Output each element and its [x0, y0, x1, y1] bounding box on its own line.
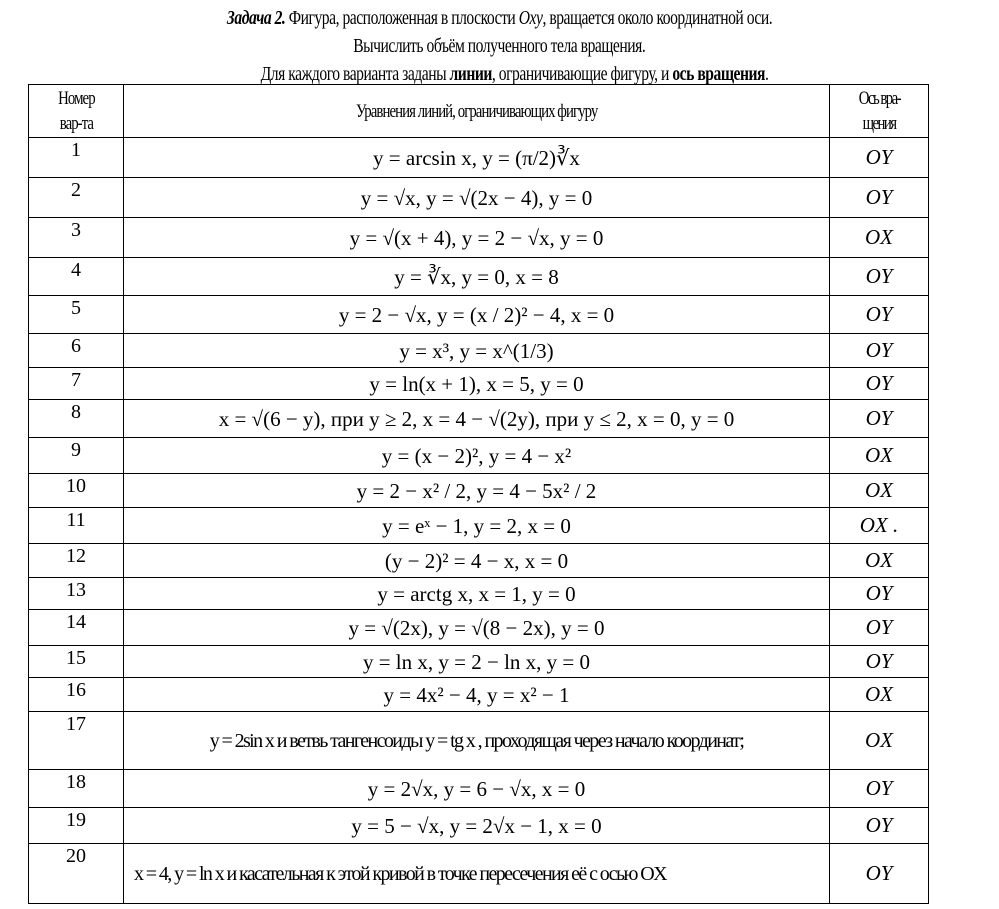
column-header-equations: Уравнения линий, ограничивающих фигуру: [124, 85, 830, 138]
equation-text: y = eˣ − 1, y = 2, x = 0: [382, 513, 571, 538]
rotation-axis: OY: [830, 334, 929, 368]
equations-cell: [124, 770, 830, 808]
header-line-1: Задача 2. Фигура, расположенная в плоскости Oxy, вращается около координатной оси.: [226, 7, 773, 29]
rotation-axis: OY: [830, 808, 929, 844]
equation-text: y = ln(x + 1), x = 5, y = 0: [369, 371, 584, 396]
equation-text: y = ∛x, y = 0, x = 8: [394, 264, 559, 289]
table-row: [29, 508, 929, 544]
equation-text: y = (x − 2)², y = 4 − x²: [381, 443, 572, 468]
variant-number: 6: [29, 334, 124, 368]
rotation-axis: OY: [830, 178, 929, 218]
equations-cell: [124, 334, 830, 368]
variant-number: 16: [29, 678, 124, 712]
rotation-axis: OY: [830, 646, 929, 678]
rotation-axis: OY: [830, 770, 929, 808]
variant-number: 20: [29, 844, 124, 904]
equation-text: y = 2sin x и ветвь тангенсоиды y = tg x , проходящая через начало координат;: [209, 730, 744, 752]
table-row: [29, 610, 929, 646]
equations-cell: [124, 646, 830, 678]
equations-cell: [124, 178, 830, 218]
equations-cell: [124, 296, 830, 334]
header-line-3: Для каждого варианта заданы линии, ограничивающие фигуру, и ось вращения.: [260, 63, 769, 85]
table-row: [29, 296, 929, 334]
table-row: [29, 438, 929, 474]
equations-cell: [124, 218, 830, 258]
equations-cell: [124, 712, 830, 770]
table-header-row: [29, 85, 929, 138]
table-row: [29, 770, 929, 808]
table-row: [29, 578, 929, 610]
equation-text: y = 2√x, y = 6 − √x, x = 0: [367, 776, 586, 801]
equation-text: y = x³, y = x^(1/3): [399, 338, 554, 363]
table-row: [29, 808, 929, 844]
equations-cell: [124, 544, 830, 578]
variant-number: 15: [29, 646, 124, 678]
equation-text: (y − 2)² = 4 − x, x = 0: [384, 548, 569, 573]
rotation-axis: OX: [830, 544, 929, 578]
table-row: [29, 368, 929, 400]
table-row: [29, 544, 929, 578]
rotation-axis: OX: [830, 678, 929, 712]
rotation-axis: OX: [830, 474, 929, 508]
equation-text: y = 2 − √x, y = (x / 2)² − 4, x = 0: [338, 302, 615, 327]
equation-text: y = arctg x, x = 1, y = 0: [377, 581, 576, 606]
equations-cell: [124, 578, 830, 610]
variant-number: 4: [29, 258, 124, 296]
equation-text: y = arcsin x, y = (π/2)∛x: [373, 145, 580, 170]
table-row: [29, 712, 929, 770]
variant-number: 19: [29, 808, 124, 844]
equations-cell: [124, 678, 830, 712]
variant-number: 12: [29, 544, 124, 578]
table-row: [29, 258, 929, 296]
equation-text: y = √(2x), y = √(8 − 2x), y = 0: [348, 615, 605, 640]
variant-number: 1: [29, 138, 124, 178]
equation-text: y = √x, y = √(2x − 4), y = 0: [360, 185, 593, 210]
rotation-axis: OY: [830, 368, 929, 400]
table-row: [29, 474, 929, 508]
equation-text: y = 4x² − 4, y = x² − 1: [383, 682, 570, 707]
variant-number: 10: [29, 474, 124, 508]
equation-text: y = 5 − √x, y = 2√x − 1, x = 0: [351, 813, 602, 838]
table-row: [29, 646, 929, 678]
variant-number: 8: [29, 400, 124, 438]
table-row: [29, 138, 929, 178]
column-header-number: Номер вар-та: [29, 85, 124, 138]
equations-cell: [124, 844, 830, 904]
rotation-axis: OY: [830, 296, 929, 334]
variants-table: [28, 84, 929, 904]
equations-cell: [124, 138, 830, 178]
rotation-axis: OX: [830, 438, 929, 474]
rotation-axis: OX: [830, 218, 929, 258]
rotation-axis: OX: [830, 712, 929, 770]
rotation-axis: OY: [830, 258, 929, 296]
variant-number: 2: [29, 178, 124, 218]
variant-number: 5: [29, 296, 124, 334]
variant-number: 11: [29, 508, 124, 544]
equations-cell: [124, 258, 830, 296]
equations-cell: [124, 808, 830, 844]
table-row: [29, 844, 929, 904]
header-line-2: Вычислить объём полученного тела вращения.: [353, 35, 646, 57]
equation-text: y = √(x + 4), y = 2 − √x, y = 0: [349, 225, 604, 250]
equations-cell: [124, 438, 830, 474]
equation-text: x = 4, y = ln x и касательная к этой кривой в точке пересечения её с осью OX: [134, 863, 666, 885]
table-row: [29, 178, 929, 218]
table-row: [29, 334, 929, 368]
variant-number: 13: [29, 578, 124, 610]
equations-cell: [124, 474, 830, 508]
equations-cell: [124, 610, 830, 646]
variant-number: 7: [29, 368, 124, 400]
rotation-axis: OY: [830, 400, 929, 438]
rotation-axis: OX .: [830, 508, 929, 544]
variant-number: 9: [29, 438, 124, 474]
variant-number: 14: [29, 610, 124, 646]
variant-number: 3: [29, 218, 124, 258]
table-row: [29, 400, 929, 438]
plane-name: Oxy: [518, 7, 543, 29]
column-header-axis: Ось вра- щения: [830, 85, 929, 138]
rotation-axis: OY: [830, 138, 929, 178]
equations-cell: [124, 368, 830, 400]
rotation-axis: OY: [830, 578, 929, 610]
equations-cell: [124, 508, 830, 544]
task-label: Задача 2.: [226, 7, 286, 29]
variant-number: 18: [29, 770, 124, 808]
equation-text: y = 2 − x² / 2, y = 4 − 5x² / 2: [356, 478, 597, 503]
equation-text: x = √(6 − y), при y ≥ 2, x = 4 − √(2y), при y ≤ 2, x = 0, y = 0: [218, 406, 735, 431]
equations-cell: [124, 400, 830, 438]
equation-text: y = ln x, y = 2 − ln x, y = 0: [362, 649, 591, 674]
table-row: [29, 218, 929, 258]
rotation-axis: OY: [830, 610, 929, 646]
variant-number: 17: [29, 712, 124, 770]
rotation-axis: OY: [830, 844, 929, 904]
table-row: [29, 678, 929, 712]
task-header: [0, 4, 999, 88]
